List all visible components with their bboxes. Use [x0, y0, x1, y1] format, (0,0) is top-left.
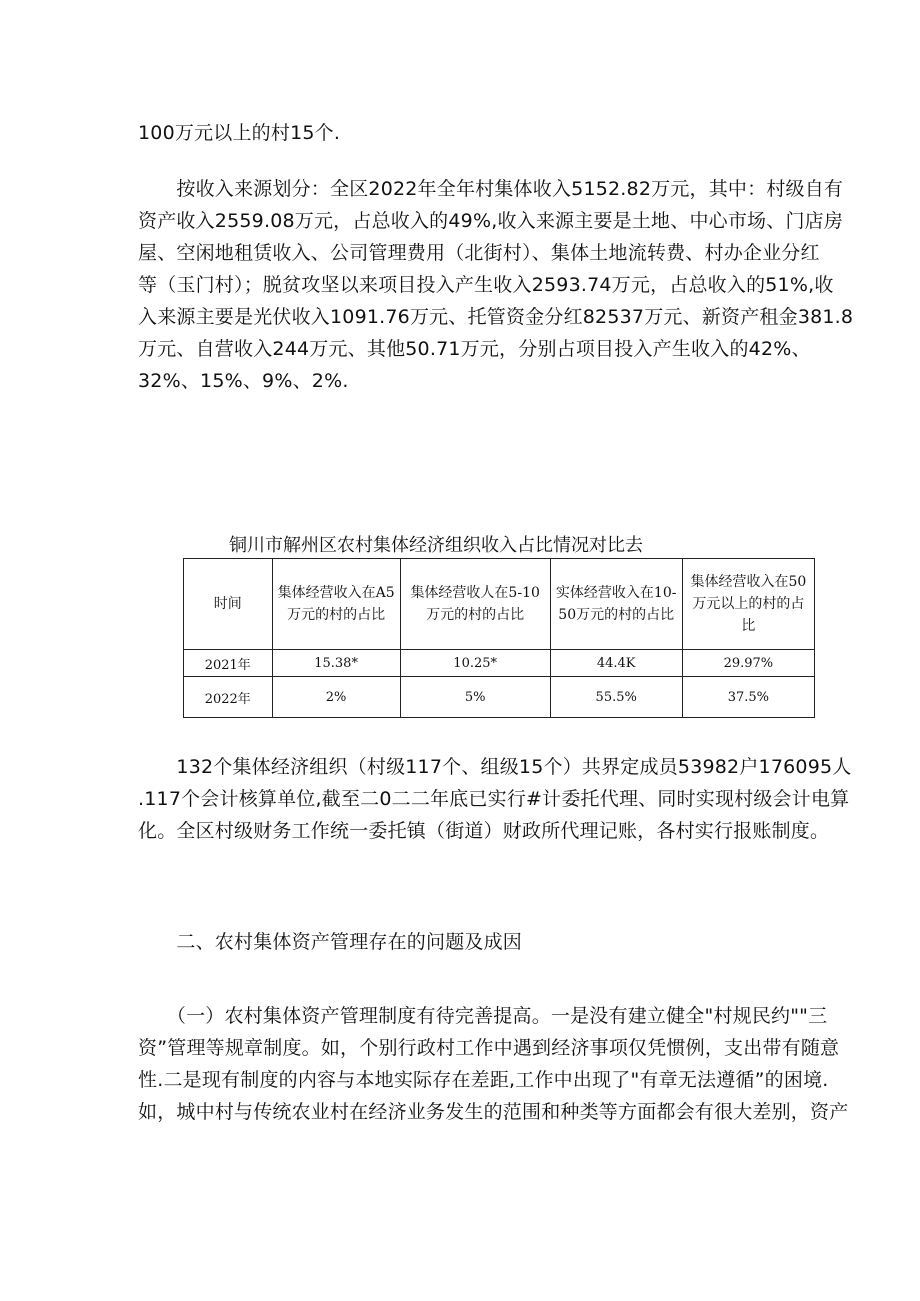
column-header-time: 时间 [184, 559, 273, 650]
table-cell: 2% [272, 677, 400, 718]
income-ratio-table [183, 558, 815, 718]
heading-text: 二、农村集体资产管理存在的问题及成因 [138, 931, 523, 953]
table-row [184, 677, 815, 718]
table-caption: 铜川市解州区农村集体经济组织收入占比情况对比去 [229, 535, 643, 556]
text-line: 屋、空闲地租赁收入、公司管理费用（北街村）、集体土地流转费、村办企业分红 [138, 242, 820, 264]
text-line: 100万元以上的村15个. [138, 122, 341, 144]
paragraph-intro-tail [138, 117, 828, 149]
text-line: 性.二是现有制度的内容与本地实际存在差距,工作中出现了"有章无法遵循”的困境. [138, 1069, 829, 1091]
column-header-above-50: 集体经营收入在50万元以上的村的占比 [682, 559, 814, 650]
paragraph-income-sources [138, 173, 854, 397]
text-line: 按收入来源划分：全区2022年全年村集体收入5152.82万元，其中：村级自有 [138, 178, 844, 200]
text-line: .117个会计核算单位,截至二0二二年底已实行#计委托代理、同时实现村级会计电算 [138, 788, 850, 810]
table-cell: 44.4K [550, 650, 682, 677]
table-cell: 5% [400, 677, 550, 718]
text-line: 32%、15%、9%、2%. [138, 370, 349, 392]
table-cell: 55.5% [550, 677, 682, 718]
text-line: 资”管理等规章制度。如，个别行政村工作中遇到经济事项仅凭惯例，支出带有随意 [138, 1037, 840, 1059]
text-line: 132个集体经济组织（村级117个、组级15个）共界定成员53982户176095人 [138, 756, 852, 778]
text-line: 入来源主要是光伏收入1091.76万元、托管资金分红82537万元、新资产租金381.8 [138, 306, 854, 328]
table-cell-year: 2022年 [184, 677, 273, 718]
section-heading [138, 926, 828, 958]
paragraph-problems [138, 1000, 849, 1128]
table-cell: 10.25* [400, 650, 550, 677]
column-header-5-10: 集体经营收人在5-10万元的村的占比 [400, 559, 550, 650]
table-cell: 37.5% [682, 677, 814, 718]
text-line: 万元、自营收入244万元、其他50.71万元，分别占项目投入产生收入的42%、 [138, 338, 811, 360]
table-header-row [184, 559, 815, 650]
table-cell: 29.97% [682, 650, 814, 677]
text-line: （一）农村集体资产管理制度有待完善提高。一是没有建立健全"村规民约""三 [138, 1005, 828, 1027]
column-header-10-50: 实体经营收入在10-50万元的村的占比 [550, 559, 682, 650]
text-line: 等（玉门村）；脱贫攻坚以来项目投入产生收入2593.74万元，占总收入的51%,收 [138, 274, 834, 296]
column-header-below-5: 集体经营收入在A5万元的村的占比 [272, 559, 400, 650]
text-line: 化。全区村级财务工作统一委托镇（街道）财政所代理记账，各村实行报账制度。 [138, 820, 830, 842]
text-line: 如，城中村与传统农业村在经济业务发生的范围和种类等方面都会有很大差别，资产 [138, 1101, 849, 1123]
table-cell-year: 2021年 [184, 650, 273, 677]
text-line: 资产收入2559.08万元，占总收入的49%,收入来源主要是土地、中心市场、门店房 [138, 210, 844, 232]
table-cell: 15.38* [272, 650, 400, 677]
table-row [184, 650, 815, 677]
paragraph-organizations [138, 751, 852, 847]
